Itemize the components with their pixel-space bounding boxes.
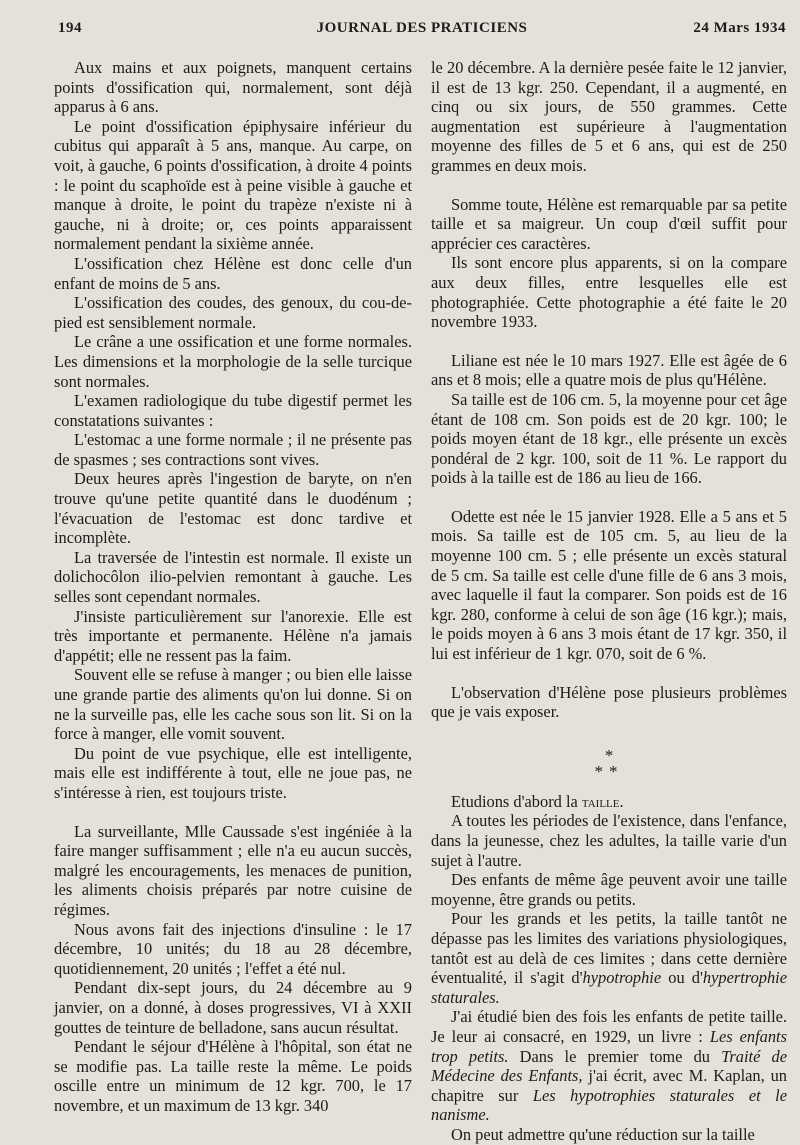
- book-title: Les enfants trop petits.: [431, 1026, 787, 1066]
- paragraph: Du point de vue psychique, elle est intelligente, mais elle est indifférente à tout, elle ne joue pas, ne s'intéresse à rien, est toujours triste.: [54, 743, 412, 802]
- paragraph: La surveillante, Mlle Caussade s'est ingéniée à la faire manger suffisamment ; elle n'a eu aucun succès, malgré les encouragements, les menaces de punition, les aliments choisis préparés par notre cuisine de régimes.: [54, 821, 412, 919]
- left-column: [54, 58, 412, 1115]
- running-header: [58, 20, 786, 42]
- asterism-bottom: **: [594, 761, 624, 781]
- paragraph: Deux heures après l'ingestion de baryte, on n'en trouve qu'une petite quantité dans le duodénum ; l'évacuation de l'estomac est donc tardive et incomplète.: [54, 469, 412, 548]
- paragraph: L'examen radiologique du tube digestif permet les constatations suivantes :: [54, 391, 412, 430]
- paragraph: Ils sont encore plus apparents, si on la compare aux deux filles, entre lesquelles elle est photographiée. Cette photographie a été faite le 20 novembre 1933.: [431, 253, 787, 332]
- paragraph: L'estomac a une forme normale ; il ne présente pas de spasmes ; ses contractions sont vives.: [54, 430, 412, 469]
- paragraph: Le crâne a une ossification et une forme normales. Les dimensions et la morphologie de la selle turcique sont normales.: [54, 332, 412, 391]
- page-number: 194: [58, 20, 82, 36]
- paragraph: Pendant dix-sept jours, du 24 décembre au 9 janvier, on a donné, à doses progressives, VI à XXII gouttes de teinture de belladone, sans aucun résultat.: [54, 978, 412, 1037]
- paragraph: L'ossification des coudes, des genoux, du cou-de-pied est sensiblement normale.: [54, 293, 412, 332]
- issue-date: 24 Mars 1934: [693, 20, 786, 36]
- section-asterism: [431, 745, 787, 781]
- paragraph: le 20 décembre. A la dernière pesée faite le 12 janvier, il est de 13 kgr. 250. Cependant, il a augmenté, en cinq ou six jours, de 550 grammes. Cette augmentation est supérieure à l'augmentation moyenne des filles de 5 et 6 ans, qui est de 250 grammes en deux mois.: [431, 58, 787, 175]
- paragraph: [431, 909, 787, 1007]
- paragraph: Des enfants de même âge peuvent avoir une taille moyenne, être grands ou petits.: [431, 870, 787, 909]
- text-run: ou d': [661, 968, 703, 988]
- paragraph: On peut admettre qu'une réduction sur la taille: [451, 1124, 755, 1144]
- paragraph: [431, 1007, 787, 1125]
- paragraph: Odette est née le 15 janvier 1928. Elle a 5 ans et 5 mois. Sa taille est de 105 cm. 5, au lieu de la moyenne 100 cm. 5 ; elle présente un excès statural de 5 cm. Sa taille est celle d'une fille de 6 ans 3 mois, avec laquelle il faut la comparer. Son poids est de 16 kgr. 280, conforme à celui de son âge (16 kgr.); mais, le poids moyen à 6 ans 3 mois étant de 17 kgr. 350, il lui est inférieur de 1 kgr. 070, soit de 6 %.: [431, 506, 787, 664]
- text-run: Dans le premier tome du: [508, 1046, 722, 1066]
- right-column: [431, 58, 787, 1145]
- paragraph: Sa taille est de 106 cm. 5, la moyenne pour cet âge étant de 108 cm. Son poids est de 20 kgr. 100; le poids moyen étant de 18 kgr., elle présente un excès pondéral de 2 kgr. 100, soit de 11 %. Le rapport du poids à la taille est de 186 au lieu de 166.: [431, 389, 787, 488]
- paragraph: A toutes les périodes de l'existence, dans l'enfance, dans la jeunesse, chez les adultes, la taille varie d'un sujet à l'autre.: [431, 811, 787, 870]
- paragraph: Liliane est née le 10 mars 1927. Elle est âgée de 6 ans et 8 mois; elle a quatre mois de plus qu'Hélène.: [431, 350, 787, 390]
- paragraph: Pendant le séjour d'Hélène à l'hôpital, son état ne se modifie pas. La taille reste la même. Le poids oscille entre un minimum de 12 kgr. 700, le 17 novembre, et un maximum de 13 kgr. 340: [54, 1037, 412, 1115]
- small-caps-term: taille.: [581, 791, 624, 811]
- paragraph: [431, 792, 787, 812]
- paragraph: J'insiste particulièrement sur l'anorexie. Elle est très importante et permanente. Hélène n'a jamais d'appétit; elle ne ressent pas la faim.: [54, 606, 412, 665]
- chapter-title: Les hypotrophies staturales et le nanisme.: [431, 1085, 787, 1125]
- text-run: J'ai étudié bien des fois les enfants de petite taille. Je leur ai consacré, en 1929, un livre :: [431, 1007, 787, 1046]
- asterism-top: *: [604, 745, 614, 765]
- text-run: , un chapitre sur: [431, 1066, 787, 1105]
- paragraph: Souvent elle se refuse à manger ; ou bien elle laisse une grande partie des aliments qu'on lui donne. Si on ne la surveille pas, elle les cache sous son lit. Si on la force à manger, elle vomit souvent.: [54, 665, 412, 744]
- paragraph: Le point d'ossification épiphysaire inférieur du cubitus qui apparaît à 5 ans, manque. Au carpe, on voit, à gauche, 6 points d'ossification, à droite 4 points : le point du scaphoïde est à peine visible à gauche et manque à droite, le point du trapèze n'existe ni à gauche, ni à droite; or, ces points apparaissent normalement pendant la sixième année.: [54, 116, 412, 254]
- paragraph: Aux mains et aux poignets, manquent certains points d'ossification qui, normalement, sont déjà apparus à 6 ans.: [54, 58, 412, 117]
- paragraph: La traversée de l'intestin est normale. Il existe un dolichocôlon ilio-pelvien remontant à gauche. Les selles sont cependant normales.: [54, 547, 412, 607]
- italic-term: hypertrophie staturales.: [431, 968, 787, 1007]
- text-run: j'ai écrit, avec M. Kaplan: [582, 1066, 761, 1086]
- italic-term: hypotrophie: [582, 968, 662, 988]
- journal-title: JOURNAL DES PRATICIENS: [316, 20, 528, 36]
- text-run: Pour les grands et les petits, la taille tantôt ne dépasse pas les limites des variations physiologiques, tantôt est au delà de ces limites ; dans cette dernière éventualité, il s'agit d': [431, 909, 787, 988]
- book-title: Traité de Médecine des Enfants,: [431, 1046, 787, 1086]
- paragraph: Nous avons fait des injections d'insuline : le 17 décembre, 10 unités; du 18 au 28 décembre, quotidiennement, 20 unités ; l'effet a été nul.: [54, 919, 412, 978]
- text-run: Etudions d'abord la: [451, 791, 578, 811]
- paragraph: L'ossification chez Hélène est donc celle d'un enfant de moins de 5 ans.: [54, 253, 412, 293]
- paragraph: Somme toute, Hélène est remarquable par sa petite taille et sa maigreur. Un coup d'œil suffit pour apprécier ces caractères.: [431, 194, 787, 253]
- paragraph: L'observation d'Hélène pose plusieurs problèmes que je vais exposer.: [431, 682, 787, 722]
